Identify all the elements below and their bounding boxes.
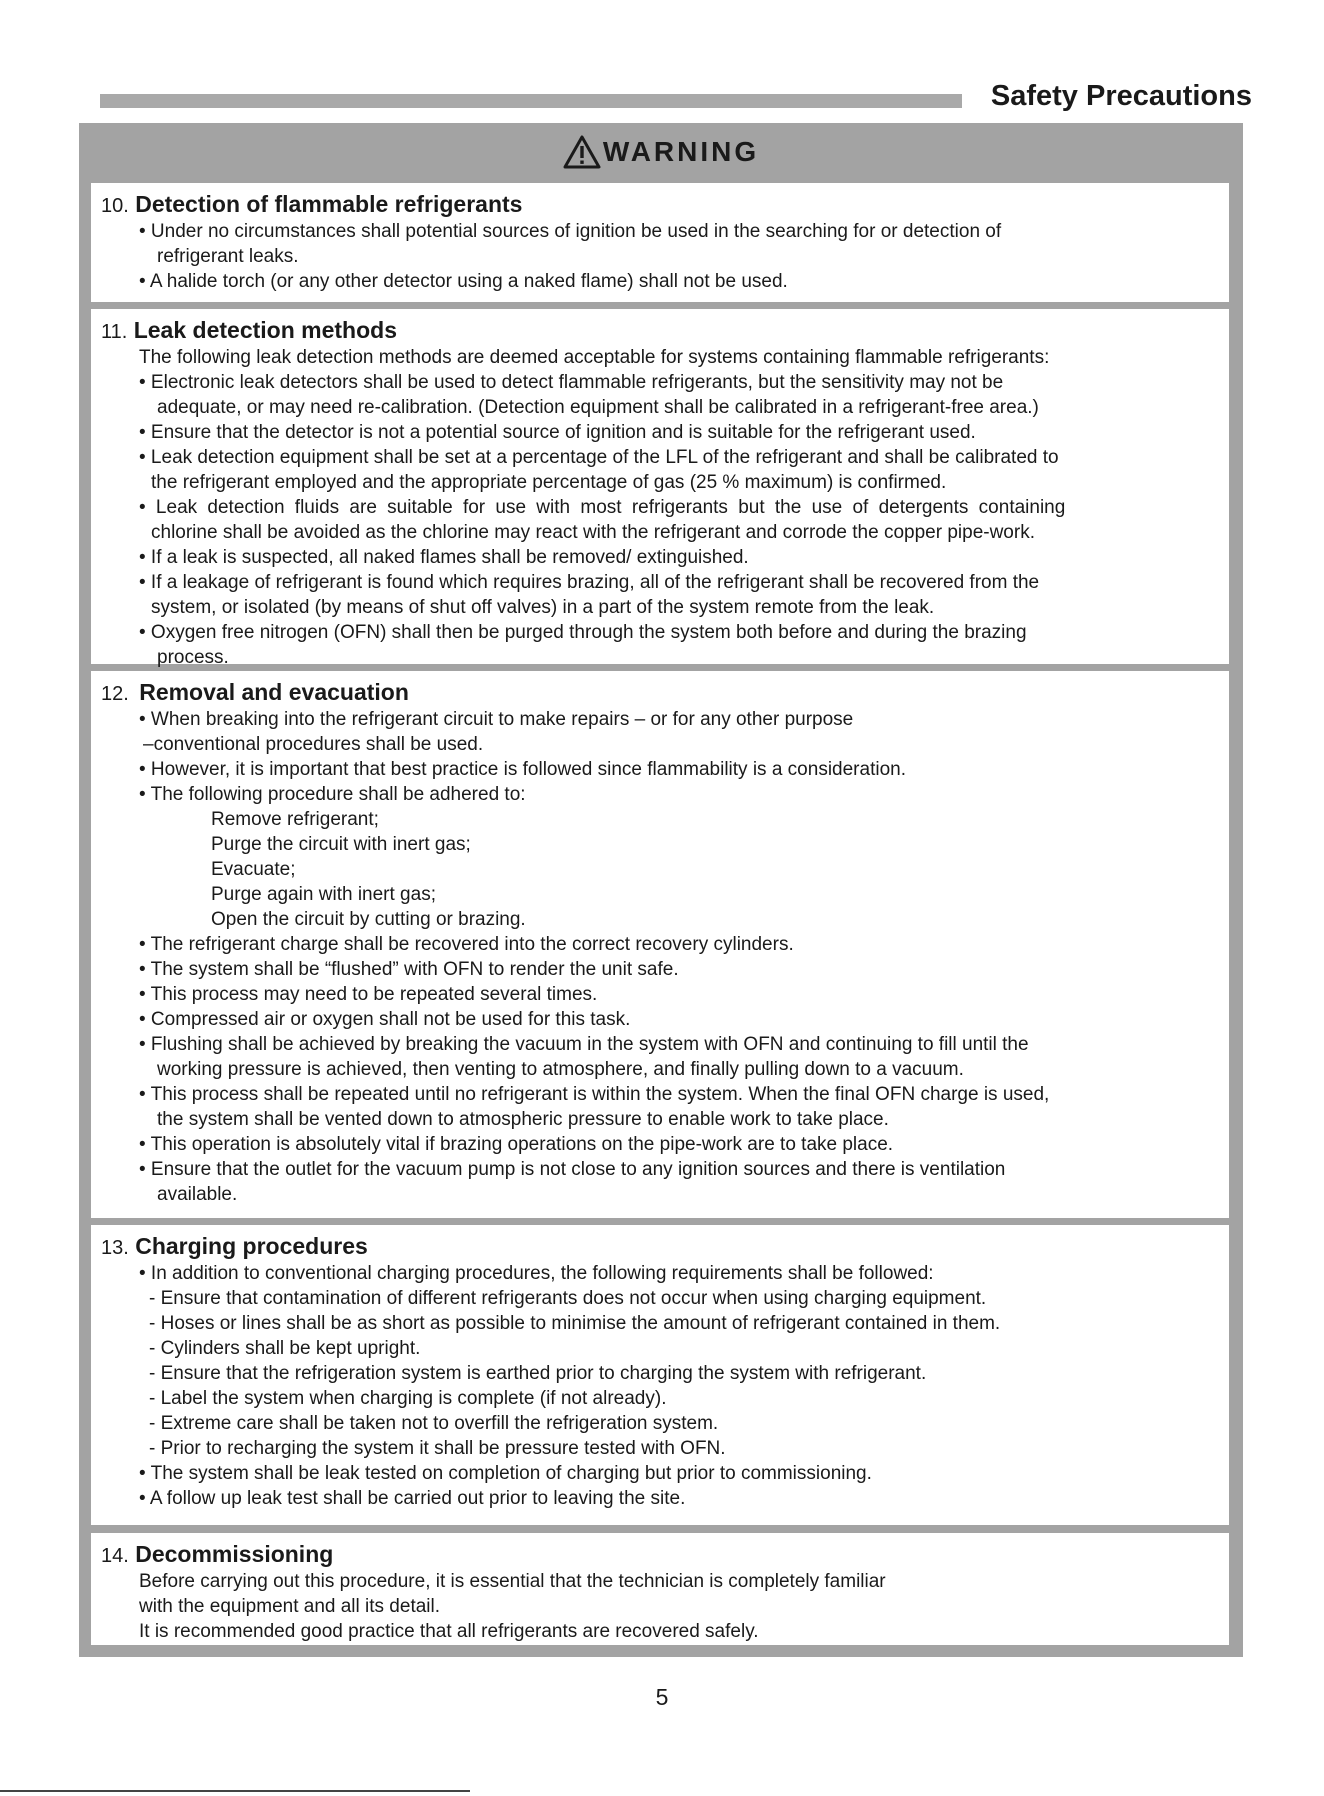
section-heading	[101, 1541, 1213, 1569]
text-line: Remove refrigerant;	[211, 809, 379, 830]
text-line: • Electronic leak detectors shall be used to detect flammable refrigerants, but the sensitivity may not be	[139, 372, 1004, 393]
text-line: adequate, or may need re-calibration. (Detection equipment shall be calibrated in a refrigerant-free area.)	[157, 397, 1039, 418]
section-lines	[101, 707, 1213, 1207]
section-heading	[101, 191, 1213, 219]
section-heading	[101, 317, 1213, 345]
text-line: • The refrigerant charge shall be recovered into the correct recovery cylinders.	[139, 934, 794, 955]
text-line: • Oxygen free nitrogen (OFN) shall then be purged through the system both before and during the brazing	[139, 622, 1027, 643]
text-line: • This process may need to be repeated several times.	[139, 984, 598, 1005]
text-line: system, or isolated (by means of shut off valves) in a part of the system remote from the leak.	[151, 597, 935, 618]
text-line: the refrigerant employed and the appropriate percentage of gas (25 % maximum) is confirmed.	[151, 472, 947, 493]
section-number: 11.	[101, 321, 128, 343]
text-line: - Ensure that the refrigeration system is earthed prior to charging the system with refrigerant.	[149, 1363, 927, 1384]
text-line: available.	[157, 1184, 238, 1205]
section-title: Leak detection methods	[133, 317, 397, 343]
section-10	[91, 183, 1229, 302]
section-title: Removal and evacuation	[139, 679, 409, 705]
text-line: Evacuate;	[211, 859, 296, 880]
text-line: - Prior to recharging the system it shall be pressure tested with OFN.	[149, 1438, 726, 1459]
section-lines	[101, 1569, 1213, 1644]
warning-frame	[79, 123, 1243, 1657]
text-line: • A follow up leak test shall be carried out prior to leaving the site.	[139, 1488, 686, 1509]
text-line: The following leak detection methods are deemed acceptable for systems containing flammable refrigerants:	[139, 347, 1050, 368]
text-line: with the equipment and all its detail.	[139, 1596, 441, 1617]
section-heading	[101, 1233, 1213, 1261]
text-line: refrigerant leaks.	[157, 246, 299, 267]
section-heading	[101, 679, 1213, 707]
section-title: Decommissioning	[135, 1541, 334, 1567]
text-line: • Leak detection equipment shall be set at a percentage of the LFL of the refrigerant and shall be calibrated to	[139, 447, 1059, 468]
section-number: 12.	[101, 683, 129, 705]
page-title: Safety Precautions	[990, 80, 1252, 112]
text-line: - Ensure that contamination of different refrigerants does not occur when using charging equipment.	[149, 1288, 987, 1309]
text-line: • If a leakage of refrigerant is found which requires brazing, all of the refrigerant shall be recovered from the	[139, 572, 1040, 593]
text-line: - Label the system when charging is complete (if not already).	[149, 1388, 667, 1409]
section-number: 14.	[101, 1545, 129, 1567]
warning-triangle-icon	[563, 135, 601, 169]
text-line: - Hoses or lines shall be as short as possible to minimise the amount of refrigerant contained in them.	[149, 1313, 1001, 1334]
section-lines	[101, 345, 1213, 670]
text-line: Purge again with inert gas;	[211, 884, 436, 905]
text-line: Open the circuit by cutting or brazing.	[211, 909, 526, 930]
section-14	[91, 1533, 1229, 1645]
page-number: 5	[655, 1684, 669, 1710]
text-line: • When breaking into the refrigerant circuit to make repairs – or for any other purpose	[139, 709, 854, 730]
text-line: - Cylinders shall be kept upright.	[149, 1338, 421, 1359]
section-11	[91, 309, 1229, 668]
section-number: 13.	[101, 1237, 129, 1259]
text-line: • A halide torch (or any other detector using a naked flame) shall not be used.	[139, 271, 788, 292]
warning-heading	[563, 135, 759, 169]
section-title: Charging procedures	[135, 1233, 368, 1259]
text-line: It is recommended good practice that all refrigerants are recovered safely.	[139, 1621, 759, 1642]
text-line: • The following procedure shall be adhered to:	[139, 784, 526, 805]
header-rule	[100, 94, 962, 108]
text-line: • This operation is absolutely vital if brazing operations on the pipe-work are to take place.	[139, 1134, 894, 1155]
section-lines	[101, 219, 1213, 294]
text-line: chlorine shall be avoided as the chlorine may react with the refrigerant and corrode the copper pipe-work.	[151, 522, 1035, 543]
text-line: Purge the circuit with inert gas;	[211, 834, 471, 855]
text-line: Before carrying out this procedure, it is essential that the technician is completely familiar	[139, 1571, 886, 1592]
text-line: process.	[157, 647, 229, 668]
text-line: • However, it is important that best practice is followed since flammability is a consideration.	[139, 759, 906, 780]
text-line: • The system shall be leak tested on completion of charging but prior to commissioning.	[139, 1463, 872, 1484]
warning-label: WARNING	[602, 136, 760, 167]
section-title: Detection of flammable refrigerants	[135, 191, 523, 217]
text-line: • In addition to conventional charging procedures, the following requirements shall be followed:	[139, 1263, 934, 1284]
section-12	[91, 671, 1229, 1218]
text-line: • Compressed air or oxygen shall not be used for this task.	[139, 1009, 631, 1030]
section-number: 10.	[101, 195, 129, 217]
section-lines	[101, 1261, 1213, 1511]
text-line: • If a leak is suspected, all naked flames shall be removed/ extinguished.	[139, 547, 749, 568]
text-line: • Leak detection fluids are suitable for use with most refrigerants but the use of detergents containing	[139, 497, 1066, 518]
text-line: working pressure is achieved, then venting to atmosphere, and finally pulling down to a vacuum.	[157, 1059, 964, 1080]
text-line: • The system shall be “flushed” with OFN to render the unit safe.	[139, 959, 679, 980]
text-line: • Ensure that the detector is not a potential source of ignition and is suitable for the refrigerant used.	[139, 422, 976, 443]
text-line: • Ensure that the outlet for the vacuum pump is not close to any ignition sources and there is ventilation	[139, 1159, 1006, 1180]
footer-rule	[0, 1790, 470, 1792]
text-line: - Extreme care shall be taken not to overfill the refrigeration system.	[149, 1413, 719, 1434]
text-line: the system shall be vented down to atmospheric pressure to enable work to take place.	[157, 1109, 889, 1130]
text-line: –conventional procedures shall be used.	[143, 734, 484, 755]
text-line: • This process shall be repeated until no refrigerant is within the system. When the final OFN charge is used,	[139, 1084, 1050, 1105]
warning-band	[79, 123, 1243, 181]
section-13	[91, 1225, 1229, 1525]
text-line: • Under no circumstances shall potential sources of ignition be used in the searching for or detection of	[139, 221, 1002, 242]
text-line: • Flushing shall be achieved by breaking the vacuum in the system with OFN and continuing to fill until the	[139, 1034, 1029, 1055]
